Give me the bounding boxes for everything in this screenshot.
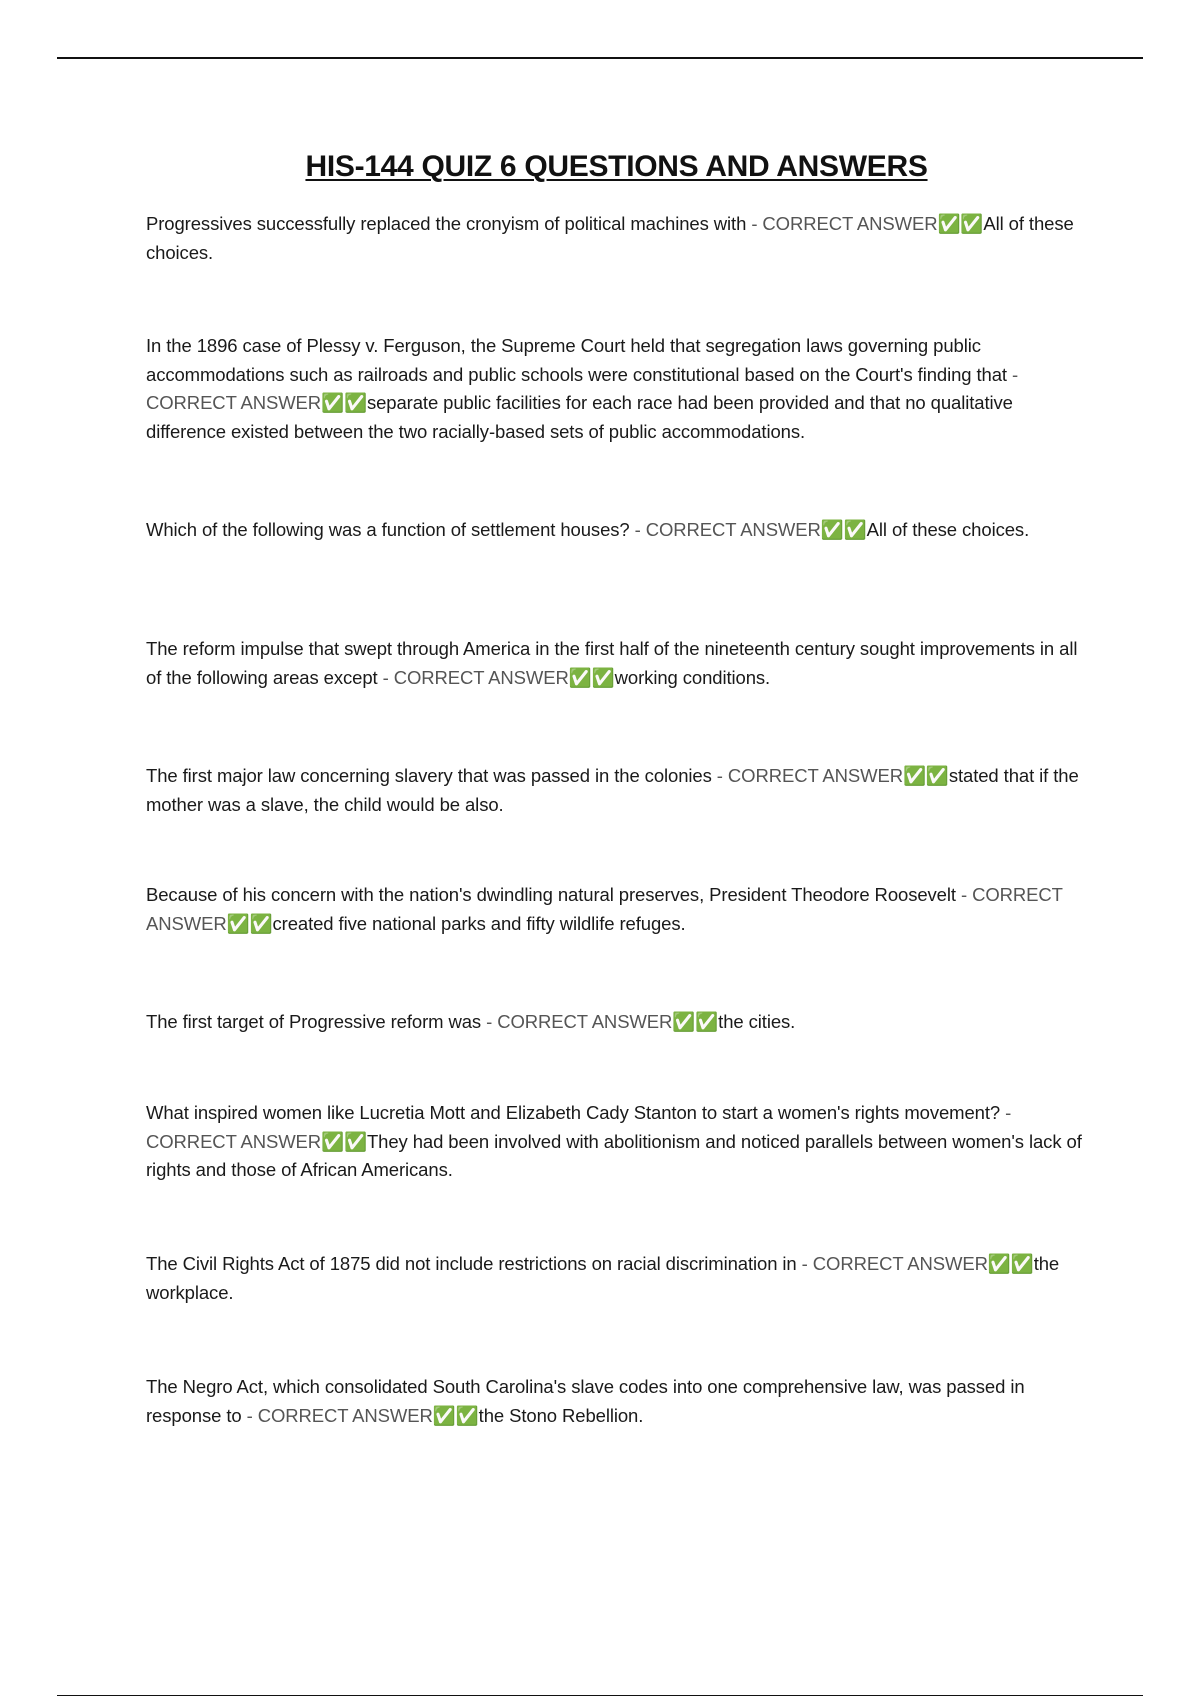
answer-marker: - CORRECT ANSWER✅✅ bbox=[486, 1011, 719, 1032]
qa-item bbox=[146, 881, 1096, 938]
answer-marker: - CORRECT ANSWER✅✅ bbox=[146, 884, 1063, 934]
answer-marker: - CORRECT ANSWER✅✅ bbox=[382, 666, 615, 688]
question-text: In the 1896 case of Plessy v. Ferguson, the Supreme Court held that segregation laws governing public accommodations such as railroads and public schools were constitutional based on the Court's finding that bbox=[146, 335, 1007, 385]
question-text: The reform impulse that swept through America in the first half of the nineteenth century sought improvements in all of the following areas except bbox=[146, 638, 1078, 688]
qa-item bbox=[146, 762, 1096, 819]
qa-item bbox=[146, 1008, 1096, 1037]
answer-text: stated that if the mother was a slave, the child would be also. bbox=[146, 765, 1079, 815]
answer-marker: - CORRECT ANSWER✅✅ bbox=[751, 213, 984, 234]
qa-item bbox=[146, 635, 1096, 692]
answer-marker: - CORRECT ANSWER✅✅ bbox=[146, 363, 1019, 413]
answer-marker: - CORRECT ANSWER✅✅ bbox=[634, 519, 867, 540]
question-text: What inspired women like Lucretia Mott and Elizabeth Cady Stanton to start a women's rights movement? bbox=[146, 1102, 1001, 1123]
answer-text: They had been involved with abolitionism and noticed parallels between women's lack of rights and those of African Americans. bbox=[146, 1130, 1082, 1180]
answer-marker: - CORRECT ANSWER✅✅ bbox=[246, 1404, 479, 1426]
qa-item bbox=[146, 332, 1096, 446]
answer-text: All of these choices. bbox=[146, 213, 1074, 263]
answer-text: the Stono Rebellion. bbox=[478, 1404, 644, 1426]
qa-item bbox=[146, 1373, 1096, 1430]
question-text: Which of the following was a function of settlement houses? bbox=[146, 519, 630, 540]
answer-text: All of these choices. bbox=[866, 519, 1030, 540]
question-text: The Negro Act, which consolidated South Carolina's slave codes into one comprehensive law, was passed in response to bbox=[146, 1376, 1025, 1426]
question-text: Progressives successfully replaced the cronyism of political machines with bbox=[146, 213, 747, 234]
qa-item bbox=[146, 516, 1096, 545]
answer-text: created five national parks and fifty wildlife refuges. bbox=[272, 912, 686, 934]
answer-marker: - CORRECT ANSWER✅✅ bbox=[716, 765, 949, 786]
answer-text: the cities. bbox=[718, 1011, 796, 1032]
question-text: Because of his concern with the nation's dwindling natural preserves, President Theodore Roosevelt bbox=[146, 884, 956, 905]
question-text: The first target of Progressive reform was bbox=[146, 1011, 482, 1032]
answer-text: separate public facilities for each race had been provided and that no qualitative difference existed between the two racially-based sets of public accommodations. bbox=[146, 392, 1013, 442]
top-rule bbox=[57, 57, 1143, 59]
document-title: HIS-144 QUIZ 6 QUESTIONS AND ANSWERS bbox=[305, 150, 928, 183]
answer-text: the workplace. bbox=[146, 1253, 1060, 1303]
question-text: The Civil Rights Act of 1875 did not include restrictions on racial discrimination in bbox=[146, 1253, 797, 1274]
answer-text: working conditions. bbox=[614, 666, 771, 688]
bottom-rule bbox=[57, 1695, 1143, 1696]
answer-marker: - CORRECT ANSWER✅✅ bbox=[146, 1102, 1012, 1152]
qa-item bbox=[146, 1250, 1096, 1307]
qa-item bbox=[146, 210, 1096, 267]
answer-marker: - CORRECT ANSWER✅✅ bbox=[801, 1253, 1034, 1274]
qa-item bbox=[146, 1099, 1096, 1185]
question-text: The first major law concerning slavery that was passed in the colonies bbox=[146, 765, 712, 786]
